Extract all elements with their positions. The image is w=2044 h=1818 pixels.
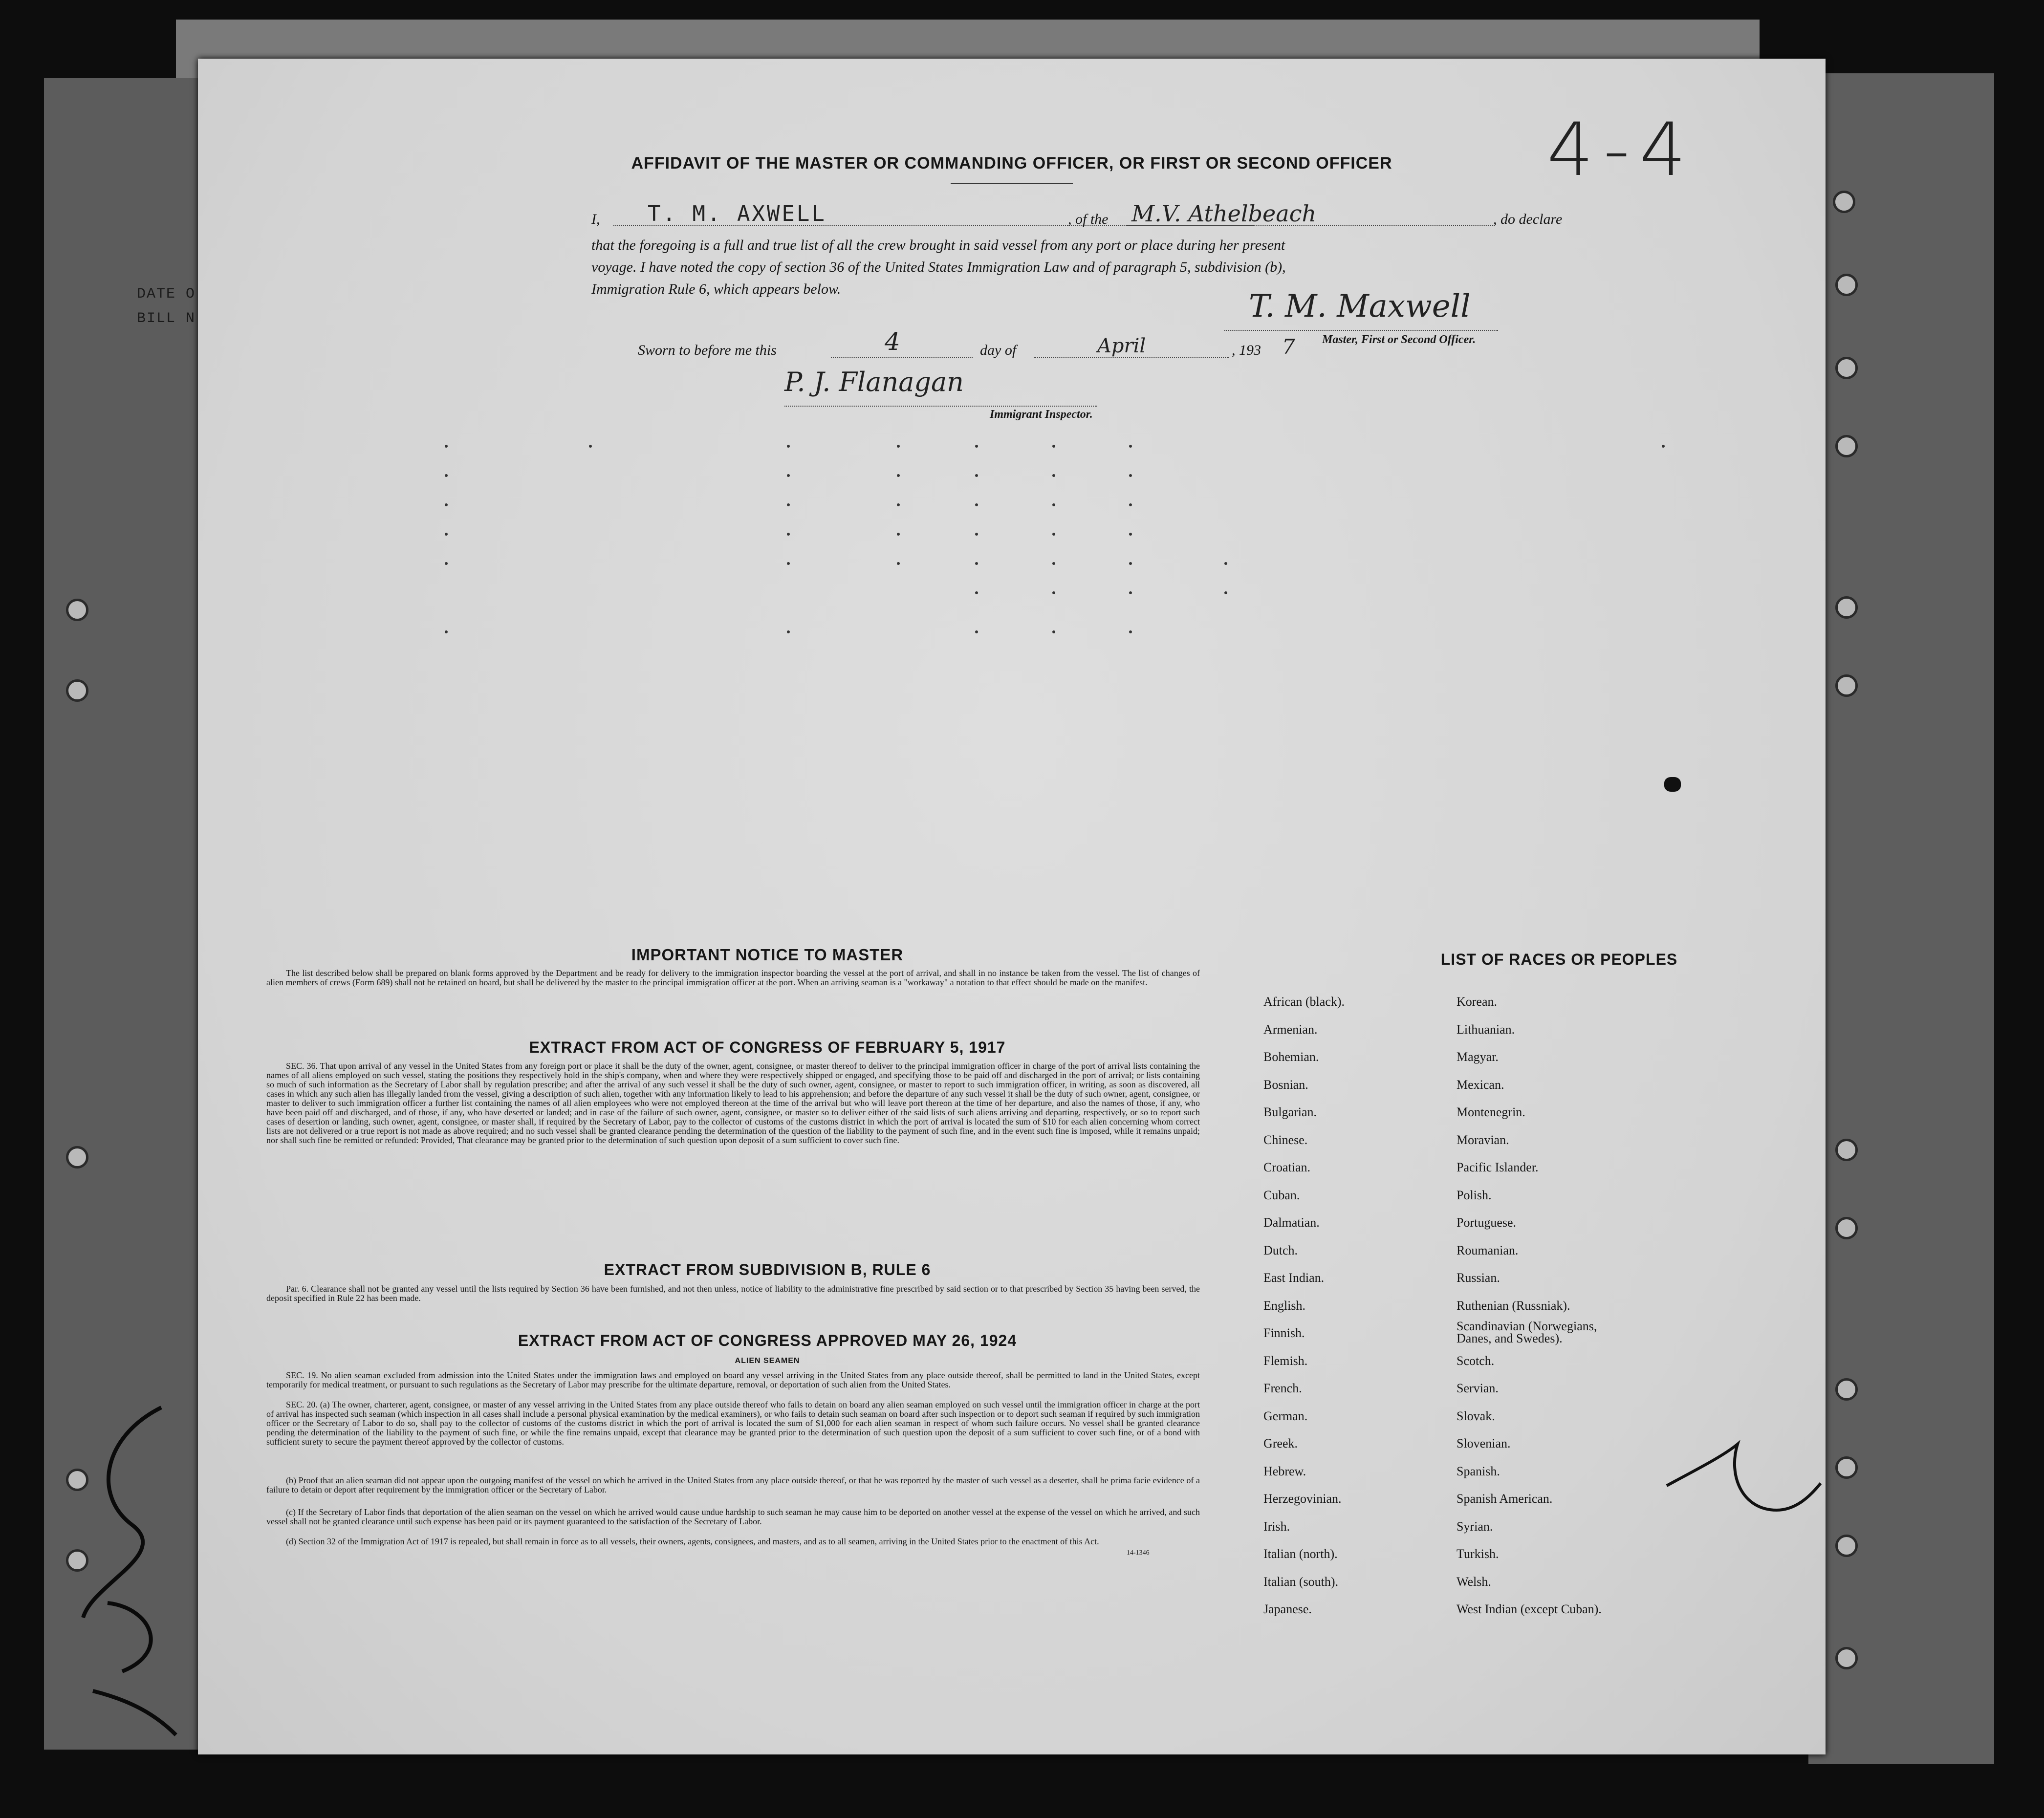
race-item: West Indian (except Cuban).	[1457, 1602, 1602, 1616]
race-item: Magyar.	[1457, 1050, 1499, 1064]
punch-hole	[66, 679, 88, 702]
punch-hole	[1835, 435, 1858, 457]
race-item: German.	[1263, 1408, 1308, 1423]
race-item: Scandinavian (Norwegians, Danes, and Swedes).	[1457, 1319, 1597, 1345]
race-item: Bohemian.	[1263, 1050, 1319, 1064]
punch-hole	[1835, 596, 1858, 619]
race-item: Dutch.	[1263, 1243, 1298, 1257]
form-number: 14-1346	[1127, 1549, 1150, 1557]
race-item: Polish.	[1457, 1188, 1492, 1202]
affidavit-body-line: Immigration Rule 6, which appears below.	[591, 281, 841, 297]
race-item: Bosnian.	[1263, 1077, 1308, 1092]
race-item: Servian.	[1457, 1381, 1499, 1395]
extract-1924-subtitle: ALIEN SEAMEN	[735, 1357, 800, 1365]
master-signature: T. M. Maxwell	[1249, 288, 1471, 325]
sworn-day: 4	[885, 327, 900, 356]
race-item: Moravian.	[1457, 1132, 1509, 1147]
race-item: Ruthenian (Russniak).	[1457, 1298, 1570, 1313]
signature-line	[1224, 330, 1498, 331]
race-item: African (black).	[1263, 995, 1345, 1009]
race-item: Montenegrin.	[1457, 1105, 1525, 1119]
affidavit-page	[198, 59, 1826, 1754]
race-item: French.	[1263, 1381, 1302, 1395]
extract-rule6-title: EXTRACT FROM SUBDIVISION B, RULE 6	[604, 1261, 931, 1278]
punch-hole	[1835, 1217, 1858, 1239]
race-item: Pacific Islander.	[1457, 1160, 1539, 1174]
race-item: Herzegovinian.	[1263, 1492, 1342, 1506]
race-item: Hebrew.	[1263, 1464, 1306, 1478]
extract-1924-paragraph: (c) If the Secretary of Labor finds that deportation of the alien seaman on the vessel on which he arrived would cause undue hardship to such seaman he may cause him to be deported on another vessel at the expense of the vessel on which he arrived, and such vessel shall not be granted clearance until such expense has been paid or its payment guaranteed to the satisfaction of the Secretary of Labor.	[266, 1507, 1200, 1526]
pen-stroke-mark	[1664, 1398, 1826, 1544]
race-item: English.	[1263, 1298, 1305, 1313]
race-item: Cuban.	[1263, 1188, 1300, 1202]
race-item: Slovenian.	[1457, 1436, 1511, 1450]
race-item: Dalmatian.	[1263, 1215, 1320, 1230]
title-rule	[951, 183, 1073, 184]
race-item: Italian (south).	[1263, 1574, 1339, 1589]
race-item: Slovak.	[1457, 1408, 1495, 1423]
race-item: Flemish.	[1263, 1353, 1308, 1368]
year-suffix: 7	[1282, 335, 1295, 359]
extract-rule6-text: Par. 6. Clearance shall not be granted any vessel until the lists required by Section 36 have been furnished, and not then unless, notice of liability to the administrative fine prescribed by said section or to that prescribed by Section 35 having been served, the deposit specified in Rule 22 has been made.	[266, 1284, 1200, 1303]
punch-hole	[66, 599, 88, 621]
extract-1924-title: EXTRACT FROM ACT OF CONGRESS APPROVED MAY 26, 1924	[518, 1332, 1017, 1349]
race-item: Croatian.	[1263, 1160, 1311, 1174]
inspector-signature: P. J. Flanagan	[784, 367, 964, 397]
race-item: Portuguese.	[1457, 1215, 1517, 1230]
race-item: Russian.	[1457, 1271, 1500, 1285]
race-item: Scotch.	[1457, 1353, 1495, 1368]
year-prefix: , 193	[1232, 342, 1261, 358]
affidavit-title: AFFIDAVIT OF THE MASTER OR COMMANDING OFFICER, OR FIRST OR SECOND OFFICER	[631, 154, 1392, 173]
back-sheet-label: DATE O	[137, 286, 196, 303]
race-item: Spanish.	[1457, 1464, 1500, 1478]
punch-hole	[66, 1146, 88, 1169]
race-item: Lithuanian.	[1457, 1022, 1515, 1037]
race-item: Armenian.	[1263, 1022, 1318, 1037]
extract-1924-paragraph: SEC. 19. No alien seaman excluded from admission into the United States under the immigration laws and employed on board any vessel arriving in the United States from any place outside thereof, shall be permitted to land in the United States, except temporarily for medical treatment, or pursuant to such regulations as the Secretary of Labor may prescribe for the ultimate departure, removal, or deportation of such alien from the United States.	[266, 1370, 1200, 1389]
punch-hole	[1835, 1647, 1858, 1669]
do-declare-label: , do declare	[1493, 211, 1563, 227]
race-item: East Indian.	[1263, 1271, 1325, 1285]
race-item: Korean.	[1457, 995, 1498, 1009]
sworn-month: April	[1097, 335, 1146, 357]
ink-blot	[1664, 777, 1681, 792]
punch-hole	[1835, 357, 1858, 379]
punch-hole	[1833, 191, 1855, 213]
punch-hole	[1835, 674, 1858, 697]
of-the-label: , of the	[1068, 211, 1109, 227]
pen-scribble-mark	[73, 1398, 200, 1740]
back-sheet-right	[1808, 73, 1994, 1764]
affidavit-body-line: that the foregoing is a full and true list of all the crew brought in said vessel from any port or place during her present	[591, 237, 1285, 253]
corner-number-mark: 4-4	[1547, 108, 1696, 193]
inspector-line	[784, 406, 1097, 407]
race-item: Turkish.	[1457, 1547, 1499, 1561]
day-of-label: day of	[980, 342, 1017, 358]
race-item: Roumanian.	[1457, 1243, 1519, 1257]
race-item: Mexican.	[1457, 1077, 1504, 1092]
extract-1924-paragraph: (d) Section 32 of the Immigration Act of 1917 is repealed, but shall remain in force as to all vessels, their owners, agents, consignees, and masters, and as to all seamen, arriving in the United States prior to the enactment of this Act.	[286, 1537, 1099, 1546]
punch-hole	[1835, 1378, 1858, 1401]
race-item: Greek.	[1263, 1436, 1298, 1450]
race-item: Japanese.	[1263, 1602, 1312, 1616]
race-item: Irish.	[1263, 1519, 1290, 1534]
punch-hole	[1835, 1535, 1858, 1557]
punch-hole	[1835, 1139, 1858, 1161]
day-fill-line	[831, 357, 973, 358]
extract-1924-paragraph: SEC. 20. (a) The owner, charterer, agent, consignee, or master of any vessel arriving in the United States from any place outside thereof who fails to detain on board any alien seaman employed on such vessel until the immigration officer in charge at the port of arrival has inspected such seaman (which inspection in all cases shall include a personal physical examination by the medical examiners), or who fails to detain such seaman on board after such inspection or to deport such seaman if required by such immigration officer or the Secretary of Labor to do so, shall pay to the collector of customs of the customs district in which the port of arrival is located the sum of $1,000 for each alien seaman in respect of whom such failure occurs. No vessel shall be granted clearance pending the determination of the liability to the payment of such fine, or while the fine remains unpaid, except that clearance may be granted prior to the determination of such question upon the deposit of a sum sufficient to cover such fine, or of a bond with sufficient surety to secure the payment thereof approved by the collector of customs.	[266, 1400, 1200, 1447]
notice-title: IMPORTANT NOTICE TO MASTER	[631, 946, 904, 964]
race-item: Italian (north).	[1263, 1547, 1338, 1561]
races-title: LIST OF RACES OR PEOPLES	[1440, 951, 1678, 968]
extract-1917-title: EXTRACT FROM ACT OF CONGRESS OF FEBRUARY 5, 1917	[529, 1039, 1006, 1056]
race-item: Syrian.	[1457, 1519, 1493, 1534]
extract-1924-paragraph: (b) Proof that an alien seaman did not appear upon the outgoing manifest of the vessel on which he arrived in the United States from any place outside thereof, or that he was reported by the master of such vessel as a deserter, shall be prima facie evidence of a failure to detain or deport after requirement by the immigration officer or the Secretary of Labor.	[266, 1475, 1200, 1494]
race-item: Welsh.	[1457, 1574, 1491, 1589]
race-item: Bulgarian.	[1263, 1105, 1317, 1119]
vessel-name: M.V. Athelbeach	[1131, 200, 1317, 227]
affidavit-i-label: I,	[591, 211, 600, 227]
back-sheet-label: BILL N	[137, 310, 196, 327]
extract-1917-text: SEC. 36. That upon arrival of any vessel in the United States from any foreign port or place it shall be the duty of the owner, agent, consignee, or master thereof to deliver to the principal immigration officer in charge of the port of arrival lists containing the names of all aliens employed on such vessel, stating the positions they respectively hold in the ship's company, when and where they were respectively shipped or engaged, and specifying those to be paid off and discharged in the port of arrival; or lists containing so much of such information as the Secretary of Labor shall by regulation prescribe; and after the arrival of any such vessel it shall be the duty of such owner, agent, consignee, or master to report to such immigration officer, in writing, as soon as discovered, all cases in which any such alien has illegally landed from the vessel, giving a description of such alien, together with any information likely to lead to his apprehension; and before the departure of any such vessel it shall be the duty of such owner, agent, consignee, or master to deliver to such immigration officer a further list containing the names of all alien employees who were not employed thereon at the time of the arrival but who will leave port thereon at the time of her departure, and also the names of those, if any, who have been paid off and discharged, and of those, if any, who have deserted or landed; and in case of the failure of such owner, agent, consignee, or master so to deliver either of the said lists of such aliens arriving and departing, respectively, or so to report such cases of desertion or landing, such owner, agent, consignee, or master shall, if required by the Secretary of Labor, pay to the collector of customs of the customs district in which the port of arrival is located the sum of $10 for each alien concerning whom correct lists are not delivered or a true report is not made as above required; and no such vessel shall be granted clearance pending the determination of the question of the liability to the payment of such fine, and in the event such fine is imposed, while it remains unpaid; nor shall such fine be remitted or refunded: Provided, That clearance may be granted prior to the determination of such question upon deposit of a sum sufficient to cover such fine.	[266, 1061, 1200, 1145]
race-item: Spanish American.	[1457, 1492, 1553, 1506]
notice-text: The list described below shall be prepared on blank forms approved by the Department and be ready for delivery to the immigration inspector boarding the vessel at the port of arrival, and shall in no instance be taken from the vessel. The list of changes of alien members of crews (Form 689) shall not be retained on board, but shall be delivered by the master to the principal immigration officer at the port. When an arriving seaman is a "workaway" a notation to that effect should be made on the manifest.	[266, 968, 1200, 987]
punch-hole	[1835, 274, 1858, 296]
signature-caption: Master, First or Second Officer.	[1322, 333, 1476, 346]
punch-hole	[1835, 1456, 1858, 1479]
officer-name: T. M. AXWELL	[648, 201, 826, 226]
sworn-label: Sworn to before me this	[638, 342, 777, 358]
race-item: Chinese.	[1263, 1132, 1308, 1147]
affidavit-body-line: voyage. I have noted the copy of section 36 of the United States Immigration Law and of paragraph 5, subdivision (b),	[591, 259, 1286, 275]
race-item: Finnish.	[1263, 1326, 1305, 1340]
inspector-caption: Immigrant Inspector.	[990, 408, 1093, 421]
